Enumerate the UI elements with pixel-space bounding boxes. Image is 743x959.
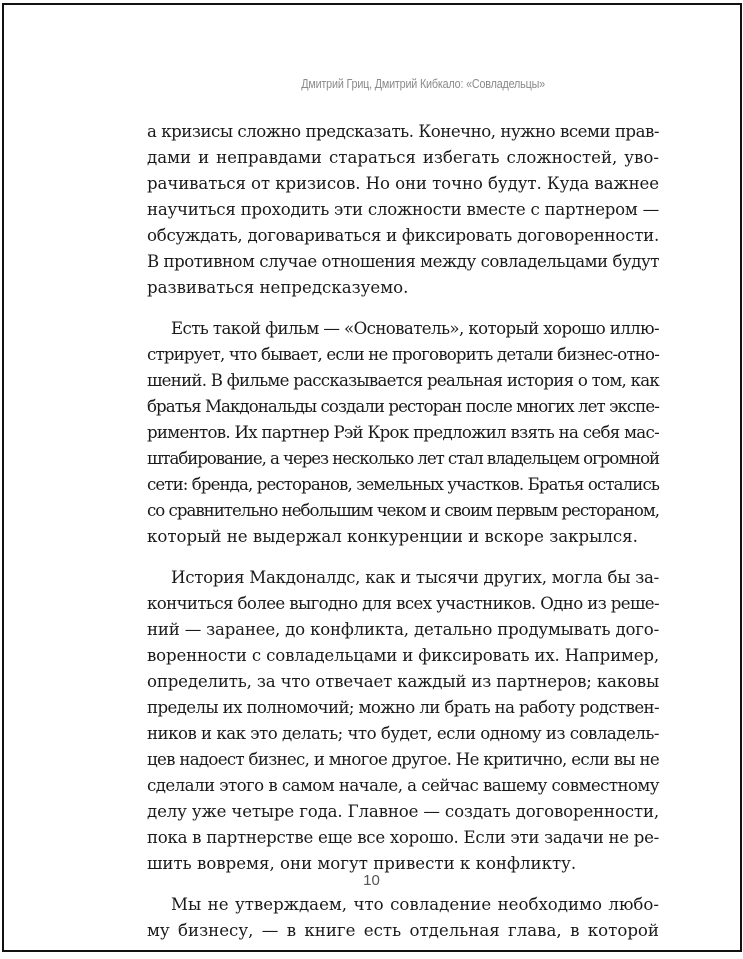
- paragraph-2: [147, 316, 659, 550]
- text-line: рачиваться от кризисов. Но они точно будут. Куда важнее: [147, 174, 659, 193]
- text-line: сделали этого в самом начале, а сейчас вашему совместному: [147, 776, 659, 795]
- text-line: шить вовремя, они могут привести к конфликту.: [147, 854, 577, 873]
- text-line: цев надоест бизнес, и многое другое. Не критично, если вы не: [147, 750, 659, 769]
- text-line: кончиться более выгодно для всех участников. Одно из реше-: [147, 594, 659, 613]
- text-line: братья Макдональды создали ресторан после многих лет экспе-: [147, 397, 659, 416]
- text-line: пока в партнерстве еще все хорошо. Если эти задачи не ре-: [147, 828, 659, 847]
- text-line: пределы их полномочий; можно ли брать на работу родствен-: [147, 698, 659, 717]
- text-line: обсуждать, договариваться и фиксировать договоренности.: [147, 226, 659, 245]
- text-line: ников и как это делать; что будет, если одному из совладель-: [147, 724, 659, 743]
- text-line: шений. В фильме рассказывается реальная история о том, как: [147, 371, 659, 390]
- running-head: Дмитрий Гриц, Дмитрий Кибкало: «Совладельцы»: [301, 77, 545, 91]
- text-line: стрирует, что бывает, если не проговорить детали бизнес-отно-: [147, 345, 659, 364]
- text-line: развиваться непредсказуемо.: [147, 278, 409, 297]
- text-line: штабирование, а через несколько лет стал владельцем огромной: [147, 449, 659, 468]
- text-line: риментов. Их партнер Рэй Крок предложил взять на себя мас-: [147, 423, 659, 442]
- text-line: ний — заранее, до конфликта, детально продумывать дого-: [147, 620, 659, 639]
- paragraph-1: [147, 119, 659, 301]
- text-line: делу уже четыре года. Главное — создать договоренности,: [147, 802, 659, 821]
- paragraph-3: [147, 565, 659, 877]
- text-line: научиться проходить эти сложности вместе с партнером —: [147, 200, 659, 219]
- text-line: Мы не утверждаем, что совладение необходимо любо-: [171, 895, 659, 914]
- paragraph-4: [147, 892, 659, 944]
- text-line: История Макдоналдс, как и тысячи других, могла бы за-: [171, 568, 659, 587]
- body-text: [147, 119, 659, 959]
- text-line: Есть такой фильм — «Основатель», который хорошо иллю-: [171, 319, 659, 338]
- text-line: сети: бренда, ресторанов, земельных участков. Братья остались: [147, 475, 659, 494]
- text-line: воренности с совладельцами и фиксировать их. Например,: [147, 646, 659, 665]
- text-line: дами и неправдами стараться избегать сложностей, уво-: [147, 148, 659, 167]
- text-line: В противном случае отношения между совладельцами будут: [147, 252, 659, 271]
- text-line: который не выдержал конкуренции и вскоре закрылся.: [147, 527, 638, 546]
- text-line: а кризисы сложно предсказать. Конечно, нужно всеми прав-: [147, 122, 660, 141]
- text-line: определить, за что отвечает каждый из партнеров; каковы: [147, 672, 659, 691]
- text-line: со сравнительно небольшим чеком и своим первым рестораном,: [147, 501, 659, 520]
- page-number: 10: [363, 872, 380, 889]
- text-line: му бизнесу, — в книге есть отдельная глава, в которой: [147, 921, 659, 940]
